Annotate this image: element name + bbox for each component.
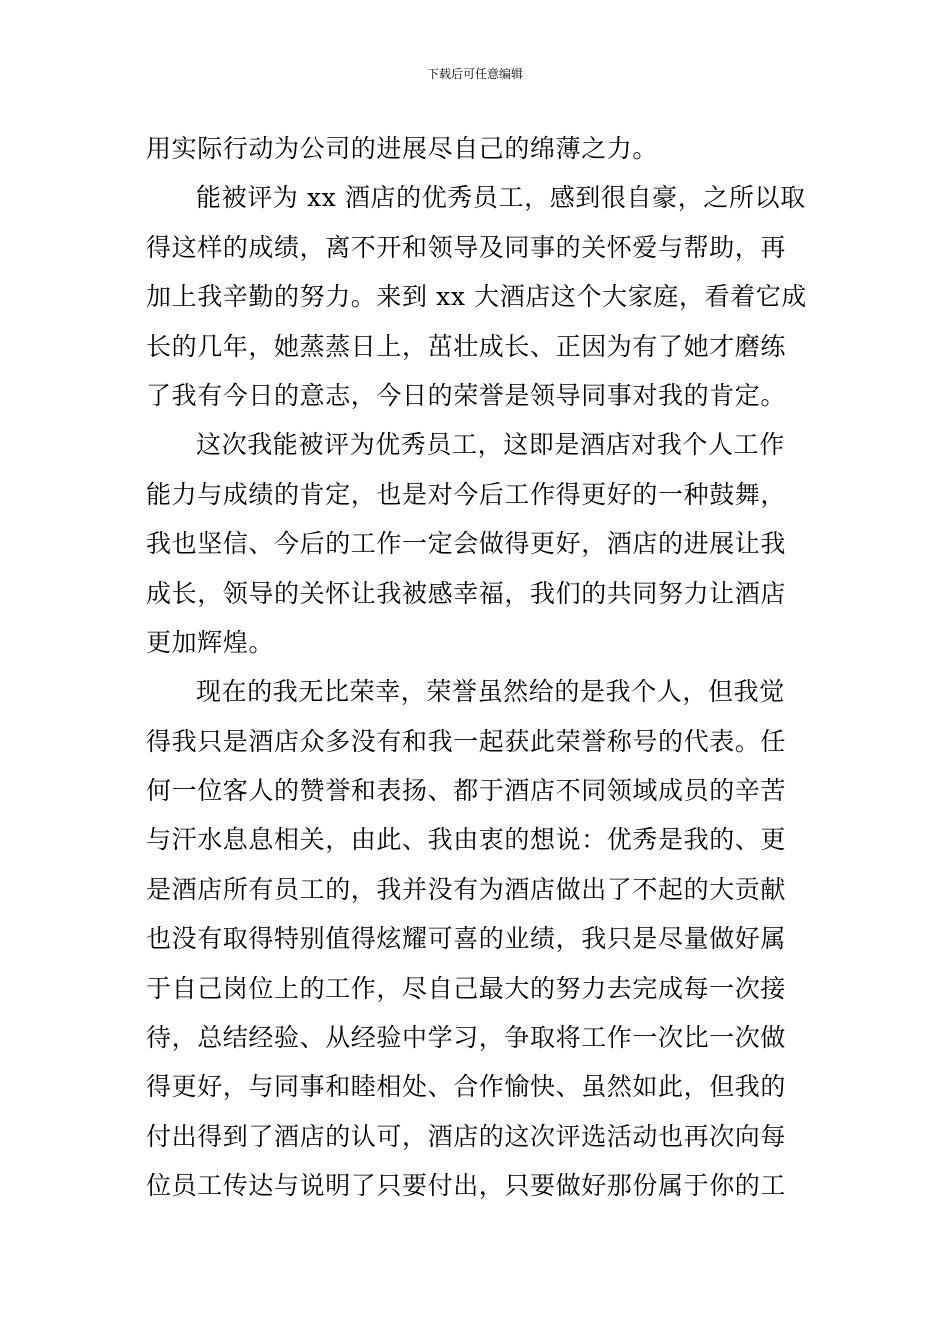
text-line: 用实际行动为公司的进展尽自己的绵薄之力。 xyxy=(146,134,659,163)
text-line: 于自己岗位上的工作，尽自己最大的努力去完成每一次接 xyxy=(146,973,787,1003)
text-line: 我也坚信、今后的工作一定会做得更好，酒店的进展让我 xyxy=(146,529,787,559)
page-header: 下载后可任意编辑 xyxy=(426,67,523,81)
text-line: 何一位客人的赞誉和表扬、都于酒店不同领域成员的辛苦 xyxy=(146,776,787,806)
text-line: 能力与成绩的肯定，也是对今后工作得更好的一种鼓舞， xyxy=(146,479,787,509)
text-line: 得更好，与同事和睦相处、合作愉快、虽然如此，但我的 xyxy=(146,1072,787,1102)
text-line: 付出得到了酒店的认可，酒店的这次评选活动也再次向每 xyxy=(146,1121,787,1151)
document-body xyxy=(146,124,810,1211)
text-line: 也没有取得特别值得炫耀可喜的业绩，我只是尽量做好属 xyxy=(146,924,787,954)
text-line: 位员工传达与说明了只要付出，只要做好那份属于你的工 xyxy=(146,1171,787,1201)
text-line: 得我只是酒店众多没有和我一起获此荣誉称号的代表。任 xyxy=(146,726,787,756)
text-line: 这次我能被评为优秀员工，这即是酒店对我个人工作 xyxy=(196,430,785,460)
text-line: 与汗水息息相关，由此、我由衷的想说：优秀是我的、更 xyxy=(146,825,787,855)
text-line: 是酒店所有员工的，我并没有为酒店做出了不起的大贡献 xyxy=(146,874,787,904)
text-line: 现在的我无比荣幸，荣誉虽然给的是我个人，但我觉 xyxy=(196,677,785,707)
text-line: 长的几年，她蒸蒸日上，茁壮成长、正因为有了她才磨练 xyxy=(146,331,787,361)
text-line: 更加辉煌。 xyxy=(146,627,275,657)
text-line: 成长，领导的关怀让我被感幸福，我们的共同努力让酒店 xyxy=(146,578,787,608)
text-line: 了我有今日的意志，今日的荣誉是领导同事对我的肯定。 xyxy=(146,380,787,410)
text-line: 得这样的成绩，离不开和领导及同事的关怀爱与帮助，再 xyxy=(146,232,787,262)
text-line: 待，总结经验、从经验中学习，争取将工作一次比一次做 xyxy=(146,1023,787,1053)
text-line: 能被评为 xx 酒店的优秀员工，感到很自豪，之所以取 xyxy=(196,183,806,213)
text-line: 加上我辛勤的努力。来到 xx 大酒店这个大家庭，看着它成 xyxy=(146,282,807,312)
